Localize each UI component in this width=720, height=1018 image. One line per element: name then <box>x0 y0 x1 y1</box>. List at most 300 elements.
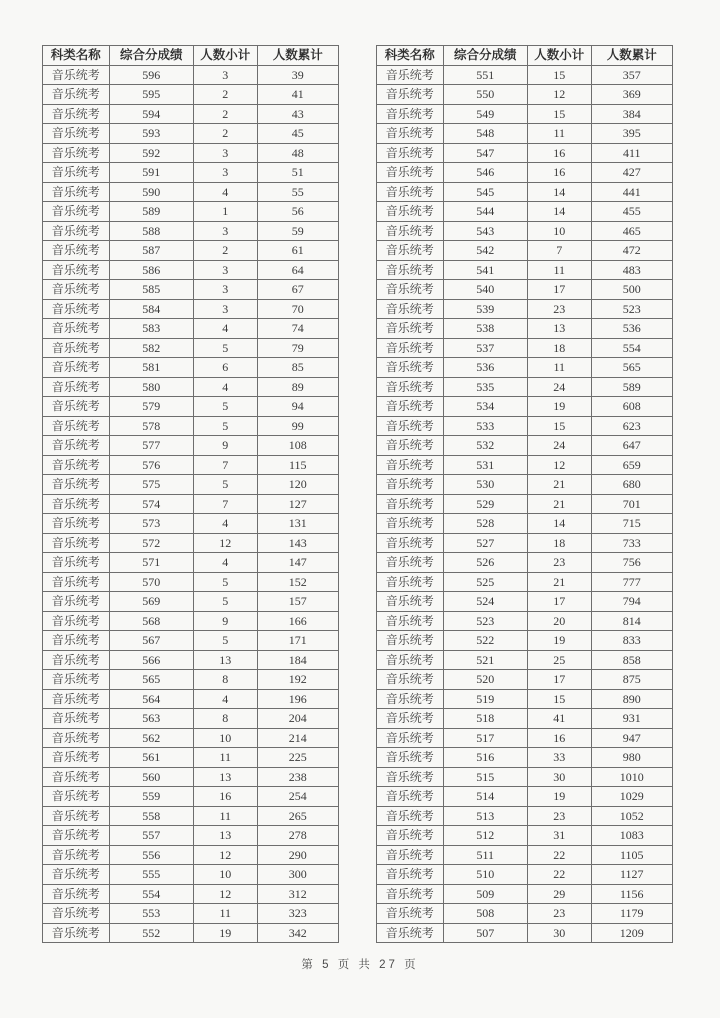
category-cell: 音乐统考 <box>43 475 110 495</box>
score-cell: 569 <box>109 592 193 612</box>
cumulative-cell: 623 <box>591 416 672 436</box>
subtotal-cell: 21 <box>527 475 591 495</box>
category-cell: 音乐统考 <box>43 670 110 690</box>
table-row <box>377 124 673 144</box>
category-cell: 音乐统考 <box>377 299 444 319</box>
subtotal-cell: 3 <box>193 221 257 241</box>
table-row <box>43 85 339 105</box>
table-row <box>43 260 339 280</box>
cumulative-cell: 323 <box>257 904 338 924</box>
category-cell: 音乐统考 <box>43 533 110 553</box>
page-footer: 第 5 页 共 27 页 <box>301 959 419 971</box>
cumulative-cell: 192 <box>257 670 338 690</box>
score-cell: 552 <box>109 923 193 943</box>
category-cell: 音乐统考 <box>43 845 110 865</box>
table-row <box>43 533 339 553</box>
score-cell: 578 <box>109 416 193 436</box>
table-row <box>43 455 339 475</box>
cumulative-cell: 890 <box>591 689 672 709</box>
table-row <box>43 904 339 924</box>
category-cell: 音乐统考 <box>377 202 444 222</box>
table-row <box>377 260 673 280</box>
subtotal-cell: 33 <box>527 748 591 768</box>
table-row <box>43 358 339 378</box>
subtotal-cell: 19 <box>527 631 591 651</box>
category-cell: 音乐统考 <box>43 865 110 885</box>
table-row <box>377 533 673 553</box>
category-cell: 音乐统考 <box>377 923 444 943</box>
category-cell: 音乐统考 <box>43 241 110 261</box>
score-cell: 541 <box>443 260 527 280</box>
score-cell: 553 <box>109 904 193 924</box>
table-row <box>43 241 339 261</box>
category-cell: 音乐统考 <box>377 689 444 709</box>
category-cell: 音乐统考 <box>377 670 444 690</box>
score-cell: 586 <box>109 260 193 280</box>
table-row <box>377 416 673 436</box>
subtotal-cell: 3 <box>193 163 257 183</box>
score-cell: 528 <box>443 514 527 534</box>
cumulative-cell: 875 <box>591 670 672 690</box>
score-cell: 511 <box>443 845 527 865</box>
category-cell: 音乐统考 <box>43 163 110 183</box>
subtotal-cell: 9 <box>193 611 257 631</box>
subtotal-cell: 23 <box>527 299 591 319</box>
table-row <box>43 728 339 748</box>
table-row <box>43 884 339 904</box>
subtotal-cell: 10 <box>193 865 257 885</box>
table-row <box>377 280 673 300</box>
score-cell: 581 <box>109 358 193 378</box>
subtotal-cell: 10 <box>193 728 257 748</box>
category-cell: 音乐统考 <box>43 553 110 573</box>
cumulative-cell: 152 <box>257 572 338 592</box>
category-cell: 音乐统考 <box>377 709 444 729</box>
score-cell: 521 <box>443 650 527 670</box>
subtotal-cell: 14 <box>527 514 591 534</box>
score-cell: 518 <box>443 709 527 729</box>
score-cell: 527 <box>443 533 527 553</box>
category-cell: 音乐统考 <box>43 689 110 709</box>
category-cell: 音乐统考 <box>377 533 444 553</box>
table-row <box>43 338 339 358</box>
score-cell: 562 <box>109 728 193 748</box>
subtotal-cell: 41 <box>527 709 591 729</box>
table-row <box>377 806 673 826</box>
category-cell: 音乐统考 <box>43 338 110 358</box>
subtotal-cell: 11 <box>527 124 591 144</box>
table-row <box>43 689 339 709</box>
table-row <box>43 221 339 241</box>
cumulative-cell: 500 <box>591 280 672 300</box>
table-row <box>377 689 673 709</box>
table-row <box>43 280 339 300</box>
cumulative-cell: 55 <box>257 182 338 202</box>
table-row <box>43 104 339 124</box>
cumulative-cell: 290 <box>257 845 338 865</box>
category-cell: 音乐统考 <box>377 884 444 904</box>
cumulative-cell: 659 <box>591 455 672 475</box>
cumulative-cell: 554 <box>591 338 672 358</box>
category-cell: 音乐统考 <box>377 787 444 807</box>
subtotal-cell: 21 <box>527 494 591 514</box>
subtotal-cell: 5 <box>193 572 257 592</box>
score-cell: 567 <box>109 631 193 651</box>
table-row <box>43 163 339 183</box>
table-row <box>43 436 339 456</box>
cumulative-cell: 196 <box>257 689 338 709</box>
cumulative-cell: 608 <box>591 397 672 417</box>
table-row <box>43 923 339 943</box>
category-cell: 音乐统考 <box>43 787 110 807</box>
subtotal-cell: 10 <box>527 221 591 241</box>
subtotal-cell: 5 <box>193 592 257 612</box>
table-row <box>43 806 339 826</box>
score-cell: 579 <box>109 397 193 417</box>
subtotal-cell: 11 <box>527 358 591 378</box>
score-cell: 566 <box>109 650 193 670</box>
cumulative-cell: 701 <box>591 494 672 514</box>
subtotal-cell: 5 <box>193 397 257 417</box>
table-row <box>43 494 339 514</box>
score-cell: 520 <box>443 670 527 690</box>
category-cell: 音乐统考 <box>43 592 110 612</box>
category-cell: 音乐统考 <box>43 221 110 241</box>
subtotal-cell: 7 <box>527 241 591 261</box>
category-cell: 音乐统考 <box>43 280 110 300</box>
score-cell: 514 <box>443 787 527 807</box>
category-cell: 音乐统考 <box>43 416 110 436</box>
cumulative-cell: 131 <box>257 514 338 534</box>
subtotal-cell: 13 <box>193 650 257 670</box>
subtotal-cell: 4 <box>193 514 257 534</box>
score-cell: 583 <box>109 319 193 339</box>
category-cell: 音乐统考 <box>377 260 444 280</box>
table-row <box>43 514 339 534</box>
table-row <box>43 397 339 417</box>
cumulative-cell: 357 <box>591 65 672 85</box>
category-cell: 音乐统考 <box>43 397 110 417</box>
subtotal-cell: 11 <box>193 806 257 826</box>
cumulative-cell: 427 <box>591 163 672 183</box>
subtotal-cell: 5 <box>193 338 257 358</box>
subtotal-cell: 29 <box>527 884 591 904</box>
subtotal-cell: 4 <box>193 377 257 397</box>
table-row <box>377 358 673 378</box>
cumulative-cell: 1156 <box>591 884 672 904</box>
score-cell: 556 <box>109 845 193 865</box>
cumulative-cell: 756 <box>591 553 672 573</box>
score-cell: 516 <box>443 748 527 768</box>
category-cell: 音乐统考 <box>43 182 110 202</box>
score-cell: 531 <box>443 455 527 475</box>
subtotal-cell: 11 <box>193 748 257 768</box>
table-row <box>43 299 339 319</box>
score-cell: 558 <box>109 806 193 826</box>
cumulative-cell: 45 <box>257 124 338 144</box>
table-row <box>43 865 339 885</box>
category-cell: 音乐统考 <box>43 494 110 514</box>
subtotal-cell: 12 <box>527 85 591 105</box>
cumulative-cell: 254 <box>257 787 338 807</box>
subtotal-cell: 12 <box>193 884 257 904</box>
subtotal-cell: 16 <box>193 787 257 807</box>
score-cell: 524 <box>443 592 527 612</box>
cumulative-cell: 814 <box>591 611 672 631</box>
cumulative-cell: 70 <box>257 299 338 319</box>
cumulative-cell: 1052 <box>591 806 672 826</box>
table-row <box>43 202 339 222</box>
subtotal-cell: 30 <box>527 767 591 787</box>
score-cell: 545 <box>443 182 527 202</box>
column-header: 人数累计 <box>591 46 672 66</box>
category-cell: 音乐统考 <box>43 436 110 456</box>
score-cell: 589 <box>109 202 193 222</box>
table-row <box>377 65 673 85</box>
score-cell: 554 <box>109 884 193 904</box>
subtotal-cell: 23 <box>527 904 591 924</box>
subtotal-cell: 3 <box>193 260 257 280</box>
cumulative-cell: 523 <box>591 299 672 319</box>
category-cell: 音乐统考 <box>377 767 444 787</box>
subtotal-cell: 31 <box>527 826 591 846</box>
table-row <box>377 455 673 475</box>
category-cell: 音乐统考 <box>43 377 110 397</box>
category-cell: 音乐统考 <box>43 923 110 943</box>
category-cell: 音乐统考 <box>377 397 444 417</box>
subtotal-cell: 15 <box>527 689 591 709</box>
subtotal-cell: 4 <box>193 689 257 709</box>
subtotal-cell: 14 <box>527 182 591 202</box>
category-cell: 音乐统考 <box>377 904 444 924</box>
category-cell: 音乐统考 <box>377 806 444 826</box>
score-cell: 519 <box>443 689 527 709</box>
subtotal-cell: 15 <box>527 104 591 124</box>
score-cell: 559 <box>109 787 193 807</box>
subtotal-cell: 12 <box>193 845 257 865</box>
column-header: 综合分成绩 <box>443 46 527 66</box>
subtotal-cell: 4 <box>193 182 257 202</box>
category-cell: 音乐统考 <box>43 299 110 319</box>
table-row <box>43 592 339 612</box>
subtotal-cell: 2 <box>193 241 257 261</box>
category-cell: 音乐统考 <box>43 884 110 904</box>
category-cell: 音乐统考 <box>377 631 444 651</box>
subtotal-cell: 3 <box>193 143 257 163</box>
cumulative-cell: 166 <box>257 611 338 631</box>
score-cell: 532 <box>443 436 527 456</box>
score-cell: 584 <box>109 299 193 319</box>
score-cell: 546 <box>443 163 527 183</box>
cumulative-cell: 312 <box>257 884 338 904</box>
category-cell: 音乐统考 <box>377 124 444 144</box>
score-cell: 571 <box>109 553 193 573</box>
score-cell: 539 <box>443 299 527 319</box>
cumulative-cell: 225 <box>257 748 338 768</box>
subtotal-cell: 22 <box>527 865 591 885</box>
subtotal-cell: 16 <box>527 728 591 748</box>
cumulative-cell: 48 <box>257 143 338 163</box>
score-cell: 593 <box>109 124 193 144</box>
category-cell: 音乐统考 <box>43 65 110 85</box>
subtotal-cell: 23 <box>527 806 591 826</box>
table-row <box>377 202 673 222</box>
category-cell: 音乐统考 <box>43 104 110 124</box>
table-row <box>43 572 339 592</box>
table-row <box>377 592 673 612</box>
category-cell: 音乐统考 <box>43 748 110 768</box>
table-row <box>43 787 339 807</box>
cumulative-cell: 647 <box>591 436 672 456</box>
cumulative-cell: 1179 <box>591 904 672 924</box>
category-cell: 音乐统考 <box>43 611 110 631</box>
subtotal-cell: 16 <box>527 143 591 163</box>
table-row <box>377 923 673 943</box>
table-row <box>43 65 339 85</box>
category-cell: 音乐统考 <box>43 514 110 534</box>
category-cell: 音乐统考 <box>377 494 444 514</box>
category-cell: 音乐统考 <box>377 319 444 339</box>
table-row <box>377 494 673 514</box>
cumulative-cell: 858 <box>591 650 672 670</box>
subtotal-cell: 4 <box>193 553 257 573</box>
cumulative-cell: 465 <box>591 221 672 241</box>
cumulative-cell: 483 <box>591 260 672 280</box>
cumulative-cell: 300 <box>257 865 338 885</box>
table-row <box>377 572 673 592</box>
score-cell: 595 <box>109 85 193 105</box>
table-row <box>377 319 673 339</box>
table-row <box>377 709 673 729</box>
cumulative-cell: 384 <box>591 104 672 124</box>
subtotal-cell: 21 <box>527 572 591 592</box>
subtotal-cell: 12 <box>527 455 591 475</box>
score-cell: 557 <box>109 826 193 846</box>
category-cell: 音乐统考 <box>377 845 444 865</box>
subtotal-cell: 4 <box>193 319 257 339</box>
table-row <box>377 884 673 904</box>
category-cell: 音乐统考 <box>43 709 110 729</box>
cumulative-cell: 51 <box>257 163 338 183</box>
cumulative-cell: 536 <box>591 319 672 339</box>
score-cell: 529 <box>443 494 527 514</box>
score-cell: 588 <box>109 221 193 241</box>
category-cell: 音乐统考 <box>377 728 444 748</box>
category-cell: 音乐统考 <box>377 358 444 378</box>
cumulative-cell: 43 <box>257 104 338 124</box>
score-cell: 587 <box>109 241 193 261</box>
column-header: 综合分成绩 <box>109 46 193 66</box>
subtotal-cell: 3 <box>193 280 257 300</box>
table-row <box>377 904 673 924</box>
score-cell: 564 <box>109 689 193 709</box>
subtotal-cell: 24 <box>527 436 591 456</box>
cumulative-cell: 1083 <box>591 826 672 846</box>
table-row <box>43 611 339 631</box>
score-cell: 549 <box>443 104 527 124</box>
table-row <box>377 299 673 319</box>
cumulative-cell: 115 <box>257 455 338 475</box>
cumulative-cell: 369 <box>591 85 672 105</box>
cumulative-cell: 99 <box>257 416 338 436</box>
category-cell: 音乐统考 <box>377 826 444 846</box>
cumulative-cell: 157 <box>257 592 338 612</box>
score-cell: 523 <box>443 611 527 631</box>
table-row <box>43 767 339 787</box>
subtotal-cell: 17 <box>527 670 591 690</box>
cumulative-cell: 127 <box>257 494 338 514</box>
subtotal-cell: 13 <box>193 767 257 787</box>
category-cell: 音乐统考 <box>43 631 110 651</box>
cumulative-cell: 39 <box>257 65 338 85</box>
table-row <box>377 221 673 241</box>
subtotal-cell: 1 <box>193 202 257 222</box>
category-cell: 音乐统考 <box>377 553 444 573</box>
table-row <box>377 787 673 807</box>
category-cell: 音乐统考 <box>377 338 444 358</box>
score-cell: 547 <box>443 143 527 163</box>
score-cell: 580 <box>109 377 193 397</box>
subtotal-cell: 5 <box>193 416 257 436</box>
cumulative-cell: 1209 <box>591 923 672 943</box>
category-cell: 音乐统考 <box>43 455 110 475</box>
category-cell: 音乐统考 <box>43 85 110 105</box>
category-cell: 音乐统考 <box>377 280 444 300</box>
table-row <box>377 670 673 690</box>
category-cell: 音乐统考 <box>377 221 444 241</box>
category-cell: 音乐统考 <box>377 377 444 397</box>
score-cell: 534 <box>443 397 527 417</box>
table-row <box>377 182 673 202</box>
subtotal-cell: 13 <box>527 319 591 339</box>
cumulative-cell: 411 <box>591 143 672 163</box>
table-row <box>43 650 339 670</box>
cumulative-cell: 680 <box>591 475 672 495</box>
cumulative-cell: 278 <box>257 826 338 846</box>
score-cell: 536 <box>443 358 527 378</box>
score-cell: 548 <box>443 124 527 144</box>
category-cell: 音乐统考 <box>43 124 110 144</box>
cumulative-cell: 342 <box>257 923 338 943</box>
subtotal-cell: 2 <box>193 104 257 124</box>
table-row <box>377 377 673 397</box>
cumulative-cell: 214 <box>257 728 338 748</box>
score-cell: 585 <box>109 280 193 300</box>
cumulative-cell: 794 <box>591 592 672 612</box>
cumulative-cell: 147 <box>257 553 338 573</box>
cumulative-cell: 441 <box>591 182 672 202</box>
column-header: 人数小计 <box>193 46 257 66</box>
cumulative-cell: 238 <box>257 767 338 787</box>
table-row <box>377 748 673 768</box>
column-header: 人数累计 <box>257 46 338 66</box>
score-cell: 577 <box>109 436 193 456</box>
table-row <box>377 85 673 105</box>
category-cell: 音乐统考 <box>43 650 110 670</box>
score-cell: 555 <box>109 865 193 885</box>
cumulative-cell: 184 <box>257 650 338 670</box>
score-table-right <box>376 45 673 943</box>
cumulative-cell: 61 <box>257 241 338 261</box>
score-cell: 563 <box>109 709 193 729</box>
table-row <box>377 514 673 534</box>
subtotal-cell: 24 <box>527 377 591 397</box>
cumulative-cell: 171 <box>257 631 338 651</box>
cumulative-cell: 94 <box>257 397 338 417</box>
subtotal-cell: 18 <box>527 338 591 358</box>
score-cell: 561 <box>109 748 193 768</box>
cumulative-cell: 777 <box>591 572 672 592</box>
